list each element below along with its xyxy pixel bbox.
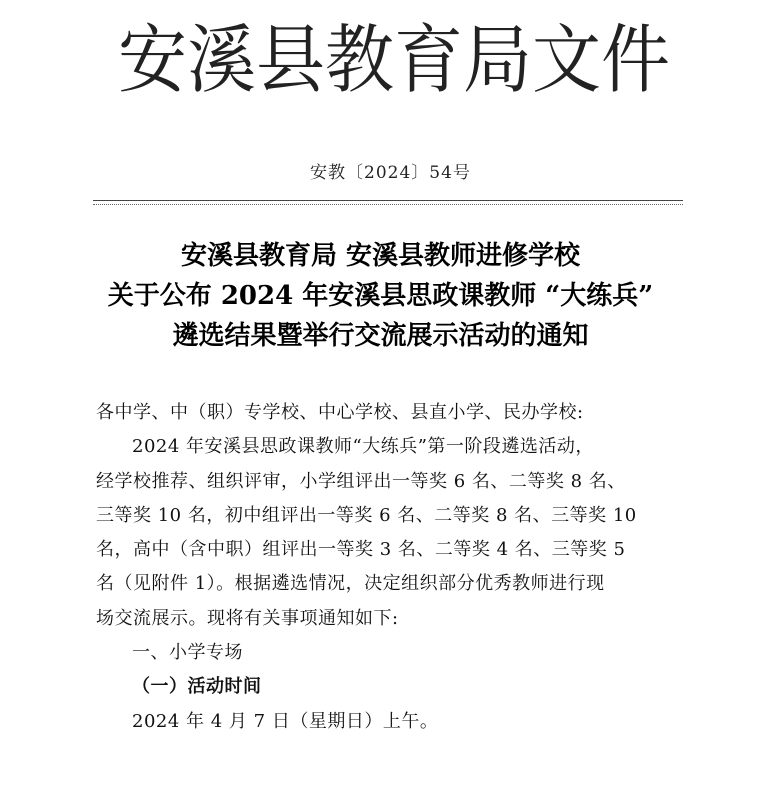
- document-header: [118, 12, 670, 109]
- header-divider: [93, 200, 683, 205]
- header-char: 溪: [187, 16, 256, 104]
- header-char: 育: [394, 16, 463, 104]
- title-line-3: 遴选结果暨举行交流展示活动的通知: [172, 321, 589, 351]
- header-char: 安: [118, 16, 187, 104]
- header-char: 件: [601, 16, 670, 104]
- document-body: [96, 396, 696, 739]
- paragraph-line: 2024 年安溪县思政课教师“大练兵”第一阶段遴选活动，: [132, 436, 594, 458]
- header-char: 文: [532, 16, 601, 104]
- paragraph-line: 名，高中（含中职）组评出一等奖 3 名、二等奖 4 名、三等奖 5: [96, 539, 626, 561]
- salutation: 各中学、中（职）专学校、中心学校、县直小学、民办学校:: [96, 402, 584, 423]
- paragraph-line: 名（见附件 1）。根据遴选情况，决定组织部分优秀教师进行现: [96, 573, 605, 595]
- paragraph-line: 经学校推荐、组织评审，小学组评出一等奖 6 名、二等奖 8 名、: [96, 470, 626, 492]
- title-line-2: 关于公布 2024 年安溪县思政课教师 “大练兵”: [107, 281, 654, 311]
- activity-time: 2024 年 4 月 7 日（星期日）上午。: [132, 710, 439, 732]
- subsection-heading: （一）活动时间: [132, 676, 262, 698]
- header-char: 局: [463, 16, 532, 104]
- title-line-1: 安溪县教育局 安溪县教师进修学校: [180, 241, 581, 271]
- section-heading: 一、小学专场: [132, 642, 243, 664]
- document-number: [0, 158, 761, 183]
- paragraph-line: 场交流展示。现将有关事项通知如下:: [96, 607, 399, 629]
- document-title: [0, 236, 761, 356]
- paragraph-line: 三等奖 10 名，初中组评出一等奖 6 名、二等奖 8 名、三等奖 10: [96, 504, 637, 526]
- header-char: 教: [325, 16, 394, 104]
- header-char: 县: [256, 16, 325, 104]
- document-number-text: 安教〔2024〕54号: [310, 163, 471, 183]
